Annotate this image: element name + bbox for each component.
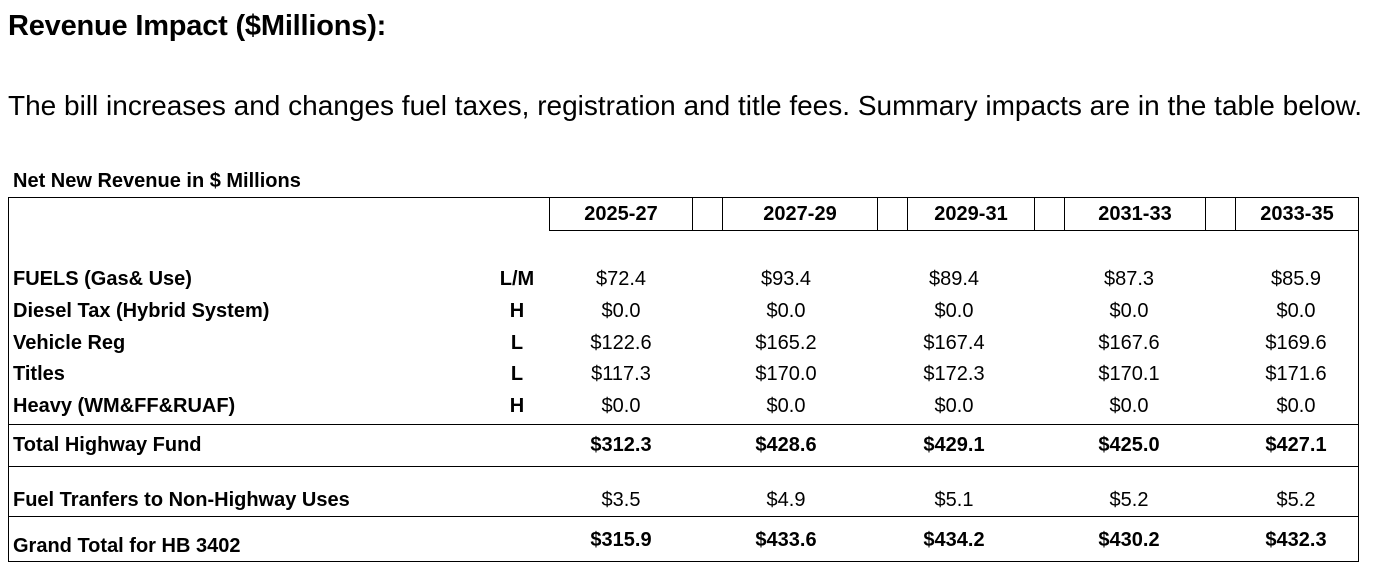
row-value: $170.0 <box>755 363 817 385</box>
row-value: $0.0 <box>1276 395 1316 417</box>
row-value: $170.1 <box>1098 363 1160 385</box>
row-value: $89.4 <box>928 268 980 290</box>
row-divider <box>9 516 1358 517</box>
row-label: Fuel Tranfers to Non-Highway Uses <box>13 489 350 511</box>
row-value: $0.0 <box>1109 395 1149 417</box>
row-divider <box>9 424 1358 425</box>
row-value: $4.9 <box>766 489 806 511</box>
column-header: 2025-27 <box>549 198 692 230</box>
row-value: $428.6 <box>755 434 817 456</box>
row-code: L <box>510 363 524 385</box>
row-label: Heavy (WM&FF&RUAF) <box>13 395 236 417</box>
row-label: Grand Total for HB 3402 <box>13 535 241 557</box>
row-code: H <box>509 395 525 417</box>
revenue-table <box>8 197 1359 562</box>
row-value: $0.0 <box>601 395 641 417</box>
row-code: H <box>509 300 525 322</box>
header-spacer <box>877 198 907 230</box>
row-value: $169.6 <box>1265 332 1327 354</box>
row-label: Diesel Tax (Hybrid System) <box>13 300 270 322</box>
row-label: Titles <box>13 363 65 385</box>
row-value: $87.3 <box>1103 268 1155 290</box>
row-value: $5.2 <box>1276 489 1316 511</box>
row-value: $5.1 <box>934 489 974 511</box>
row-value: $0.0 <box>1109 300 1149 322</box>
row-value: $0.0 <box>934 395 974 417</box>
row-value: $93.4 <box>760 268 812 290</box>
header-underline <box>549 230 1358 231</box>
row-value: $165.2 <box>755 332 817 354</box>
row-value: $430.2 <box>1098 529 1160 551</box>
header-spacer <box>1034 198 1064 230</box>
row-value: $167.4 <box>923 332 985 354</box>
row-label: FUELS (Gas& Use) <box>13 268 192 290</box>
row-value: $0.0 <box>1276 300 1316 322</box>
row-code: L/M <box>499 268 535 290</box>
row-value: $427.1 <box>1265 434 1327 456</box>
row-value: $72.4 <box>595 268 647 290</box>
header-spacer <box>692 198 722 230</box>
row-value: $122.6 <box>590 332 652 354</box>
row-value: $434.2 <box>923 529 985 551</box>
row-value: $433.6 <box>755 529 817 551</box>
row-value: $167.6 <box>1098 332 1160 354</box>
table-caption: Net New Revenue in $ Millions <box>13 170 301 192</box>
row-divider <box>9 466 1358 467</box>
row-value: $312.3 <box>590 434 652 456</box>
row-value: $0.0 <box>766 395 806 417</box>
row-value: $3.5 <box>601 489 641 511</box>
row-value: $425.0 <box>1098 434 1160 456</box>
summary-paragraph: The bill increases and changes fuel taxes, registration and title fees. Summary impacts are in the table below. <box>8 90 1363 121</box>
row-value: $432.3 <box>1265 529 1327 551</box>
column-header: 2029-31 <box>907 198 1034 230</box>
row-value: $0.0 <box>601 300 641 322</box>
column-header: 2033-35 <box>1235 198 1358 230</box>
row-value: $85.9 <box>1270 268 1322 290</box>
header-spacer <box>1205 198 1235 230</box>
row-value: $117.3 <box>591 363 651 385</box>
row-label: Total Highway Fund <box>13 434 202 456</box>
row-value: $172.3 <box>923 363 985 385</box>
column-header: 2031-33 <box>1064 198 1205 230</box>
row-label: Vehicle Reg <box>13 332 126 354</box>
row-value: $429.1 <box>923 434 985 456</box>
row-value: $0.0 <box>934 300 974 322</box>
row-value: $5.2 <box>1109 489 1149 511</box>
row-code: L <box>510 332 524 354</box>
row-value: $171.6 <box>1265 363 1327 385</box>
row-value: $315.9 <box>590 529 652 551</box>
column-header: 2027-29 <box>722 198 877 230</box>
row-value: $0.0 <box>766 300 806 322</box>
page-heading: Revenue Impact ($Millions): <box>8 10 387 42</box>
